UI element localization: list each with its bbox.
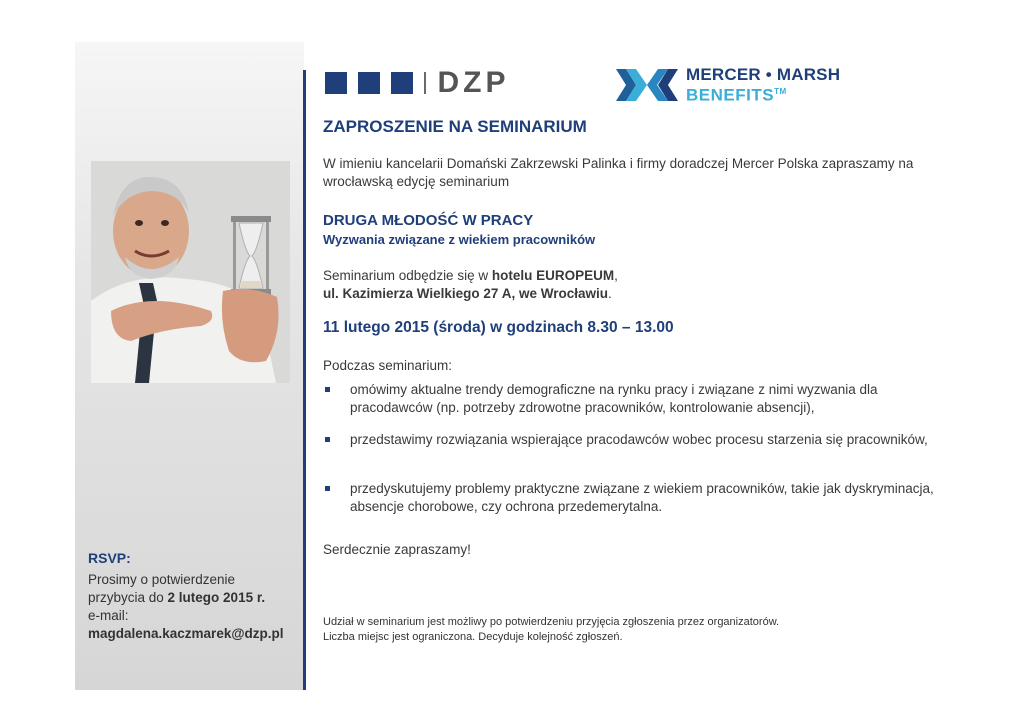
rsvp-deadline: 2 lutego 2015 r. bbox=[167, 590, 266, 605]
bullet-square-icon bbox=[325, 486, 330, 491]
list-item bbox=[323, 381, 943, 417]
mmb-logo-line2 bbox=[686, 83, 840, 104]
dzp-logo-square bbox=[391, 72, 413, 94]
rsvp-email-label: e-mail: bbox=[88, 608, 129, 623]
list-item-text: omówimy aktualne trendy demograficzne na rynku pracy i związane z nimi wyzwania dla pracodawców (np. potrzeby zdrowotne pracowników, kontrolowanie absencji), bbox=[350, 382, 878, 415]
bullet-square-icon bbox=[325, 387, 330, 392]
list-item bbox=[323, 431, 943, 449]
rsvp-line1: Prosimy o potwierdzenie bbox=[88, 572, 236, 587]
venue-comma: , bbox=[614, 268, 618, 283]
rsvp-block bbox=[88, 549, 303, 643]
page-title: ZAPROSZENIE NA SEMINARIUM bbox=[323, 117, 587, 136]
venue-address: ul. Kazimierza Wielkiego 27 A, we Wrocławiu bbox=[323, 286, 608, 301]
mmb-logo-line1: MERCER • MARSH bbox=[686, 65, 841, 84]
during-label: Podczas seminarium: bbox=[323, 358, 453, 373]
rsvp-line2 bbox=[88, 589, 303, 607]
rsvp-email-link[interactable]: magdalena.kaczmarek@dzp.pl bbox=[88, 626, 284, 641]
intro-paragraph: W imieniu kancelarii Domański Zakrzewski Palinka i firmy doradczej Mercer Polska zapraszamy na wrocławską edycję seminarium bbox=[323, 156, 914, 189]
bullet-square-icon bbox=[325, 437, 330, 442]
seminar-name: DRUGA MŁODOŚĆ W PRACY bbox=[323, 212, 534, 229]
dzp-logo-text: DZP bbox=[437, 66, 510, 99]
rsvp-line2-prefix: przybycia do bbox=[88, 590, 168, 605]
dzp-logo-square bbox=[358, 72, 380, 94]
seminar-subtitle: Wyzwania związane z wiekiem pracowników bbox=[323, 232, 596, 247]
vertical-divider bbox=[303, 70, 306, 690]
mmb-logo-tm: TM bbox=[774, 87, 787, 96]
footnote bbox=[323, 615, 779, 645]
rsvp-title: RSVP: bbox=[88, 550, 131, 566]
closing-text: Serdecznie zapraszamy! bbox=[323, 542, 471, 557]
list-item-text: przedyskutujemy problemy praktyczne związane z wiekiem pracowników, takie jak dyskryminacja, absencje chorobowe, czy ochrona przedemerytalna. bbox=[350, 481, 934, 514]
seminar-date: 11 lutego 2015 (środa) w godzinach 8.30 – 13.00 bbox=[323, 319, 674, 336]
venue-paragraph bbox=[323, 267, 618, 303]
list-item-text: przedstawimy rozwiązania wspierające pracodawców wobec procesu starzenia się pracowników, bbox=[350, 432, 928, 447]
dzp-logo bbox=[325, 66, 510, 99]
venue-period: . bbox=[607, 286, 612, 301]
dzp-logo-separator bbox=[424, 72, 426, 94]
list-item bbox=[323, 480, 943, 516]
mmb-logo-benefits: BENEFITS bbox=[686, 85, 775, 105]
photo-man-with-hourglass bbox=[91, 161, 290, 383]
footnote-line2: Liczba miejsc jest ograniczona. Decyduje kolejność zgłoszeń. bbox=[323, 631, 623, 643]
dzp-logo-square bbox=[325, 72, 347, 94]
mmb-logo-mark-icon bbox=[616, 67, 678, 103]
venue-hotel: hotelu EUROPEUM bbox=[491, 268, 615, 283]
footnote-line1: Udział w seminarium jest możliwy po potwierdzeniu przyjęcia zgłoszenia przez organizatorów. bbox=[323, 616, 780, 628]
mercer-marsh-benefits-logo bbox=[616, 66, 840, 104]
venue-prefix: Seminarium odbędzie się w bbox=[323, 268, 492, 283]
